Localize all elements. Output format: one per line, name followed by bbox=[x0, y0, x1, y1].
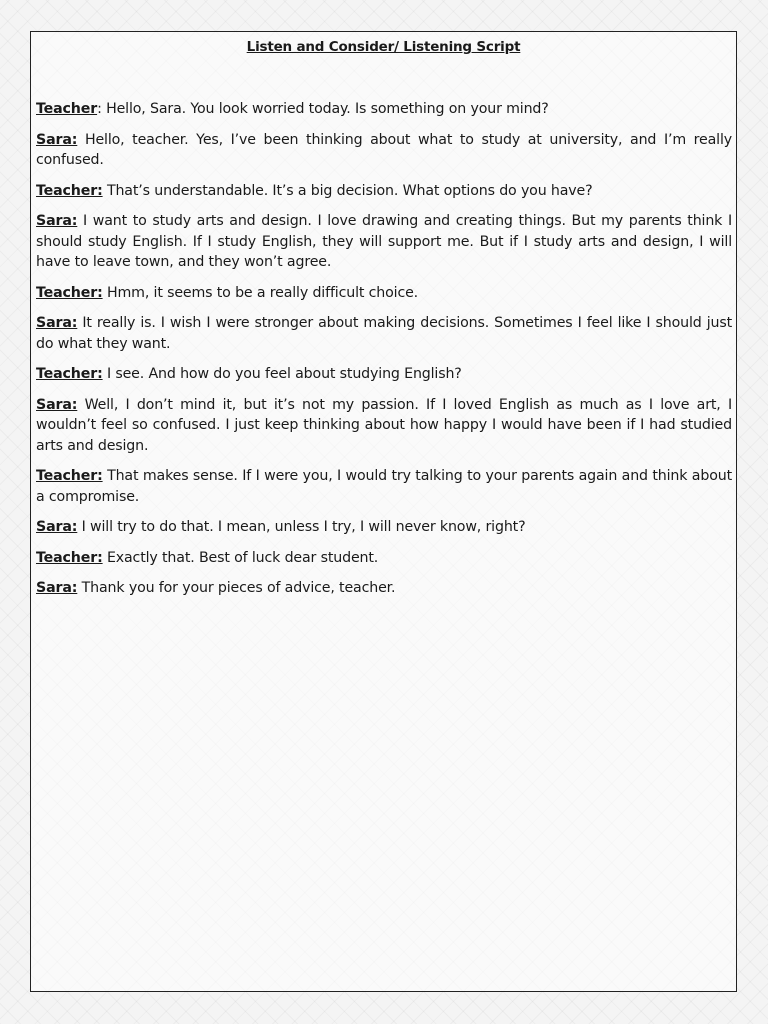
dialogue-text: It really is. I wish I were stronger about making decisions. Sometimes I feel like I should just do what they want. bbox=[36, 315, 732, 352]
dialogue-line bbox=[36, 578, 732, 599]
dialogue-line bbox=[36, 99, 732, 120]
dialogue-line bbox=[36, 466, 732, 507]
dialogue-text: I will try to do that. I mean, unless I try, I will never know, right? bbox=[77, 519, 526, 535]
dialogue-text: Well, I don’t mind it, but it’s not my passion. If I loved English as much as I love art, I wouldn’t feel so confused. I just keep thinking about how happy I would have been if I had studied arts and design. bbox=[36, 396, 732, 454]
dialogue-line bbox=[36, 211, 732, 273]
dialogue-line bbox=[36, 364, 732, 385]
dialogue-text: That’s understandable. It’s a big decision. What options do you have? bbox=[102, 182, 593, 199]
dialogue-script bbox=[36, 99, 732, 609]
speaker-label: Teacher: bbox=[36, 182, 103, 199]
speaker-label: Teacher: bbox=[36, 468, 103, 484]
speaker-label: Sara: bbox=[36, 315, 78, 331]
speaker-label: Teacher: bbox=[36, 549, 103, 566]
dialogue-text: Exactly that. Best of luck dear student. bbox=[102, 549, 379, 566]
speaker-label: Sara: bbox=[36, 213, 78, 229]
dialogue-text: I see. And how do you feel about studying English? bbox=[102, 366, 462, 382]
dialogue-text: I want to study arts and design. I love drawing and creating things. But my parents think I should study English. If I study English, they will support me. But if I study arts and design, I will have to leave town, and they won’t agree. bbox=[36, 213, 732, 270]
speaker-label: Teacher: bbox=[36, 366, 103, 382]
dialogue-line bbox=[36, 395, 732, 457]
dialogue-line bbox=[36, 283, 732, 304]
speaker-label: Sara: bbox=[36, 396, 78, 413]
document-title: Listen and Consider/ Listening Script bbox=[246, 39, 521, 55]
speaker-separator: : bbox=[97, 101, 102, 117]
dialogue-line bbox=[36, 517, 732, 538]
speaker-label: Sara: bbox=[36, 131, 78, 148]
dialogue-text: Hmm, it seems to be a really difficult choice. bbox=[102, 284, 419, 301]
document-page bbox=[30, 31, 737, 992]
dialogue-line bbox=[36, 548, 732, 569]
speaker-label: Sara: bbox=[36, 519, 78, 535]
dialogue-text: Hello, Sara. You look worried today. Is something on your mind? bbox=[101, 101, 549, 117]
dialogue-line bbox=[36, 181, 732, 202]
dialogue-text: That makes sense. If I were you, I would try talking to your parents again and think about a compromise. bbox=[36, 468, 732, 505]
dialogue-line bbox=[36, 130, 732, 171]
speaker-label: Teacher: bbox=[36, 284, 103, 301]
dialogue-line bbox=[36, 313, 732, 354]
speaker-label: Teacher bbox=[36, 101, 98, 117]
dialogue-text: Thank you for your pieces of advice, teacher. bbox=[77, 580, 396, 596]
speaker-label: Sara: bbox=[36, 580, 78, 596]
dialogue-text: Hello, teacher. Yes, I’ve been thinking about what to study at university, and I’m really confused. bbox=[36, 131, 732, 168]
